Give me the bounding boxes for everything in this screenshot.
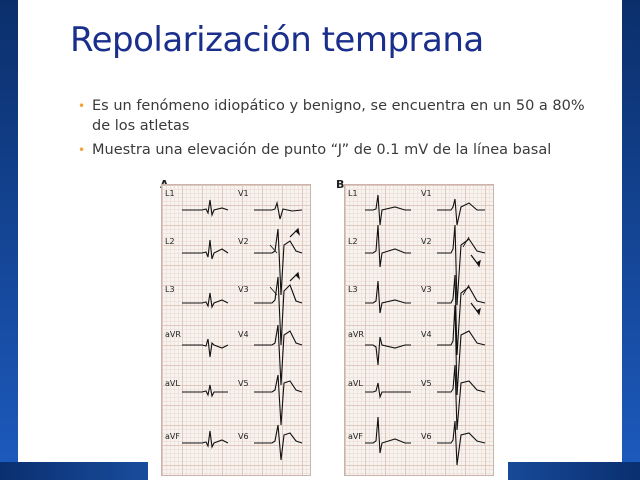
- ecg-panel-b: [344, 184, 494, 476]
- trace-aVL: [365, 383, 411, 397]
- thin-arrow-icon: [463, 285, 469, 295]
- trace-aVF: [182, 431, 228, 447]
- lead-label: V4: [238, 330, 249, 339]
- lead-label: V1: [238, 189, 249, 198]
- trace-L1: [365, 195, 411, 225]
- arrowhead-icon: [477, 261, 480, 266]
- trace-V1: [437, 199, 485, 225]
- trace-aVR: [365, 337, 411, 365]
- lead-label: L2: [348, 237, 358, 246]
- ecg-panel-a: [161, 184, 311, 476]
- j-point-arrow-icon: [471, 255, 477, 263]
- lead-label: V6: [238, 432, 249, 441]
- lead-label: L1: [348, 189, 358, 198]
- bullet-item: [78, 96, 598, 136]
- lead-label: aVF: [165, 432, 180, 441]
- bullet-text: Muestra una elevación de punto “J” de 0.1 mV de la línea basal: [92, 142, 552, 158]
- trace-aVL: [182, 385, 228, 396]
- lead-label: L3: [165, 285, 175, 294]
- bullet-dot-icon: •: [78, 143, 86, 157]
- arrowhead-icon: [296, 273, 299, 278]
- lead-label: aVL: [348, 379, 363, 388]
- lead-label: V6: [421, 432, 432, 441]
- thin-arrow-icon: [463, 237, 469, 247]
- j-point-arrow-icon: [290, 275, 296, 281]
- bullet-dot-icon: •: [78, 99, 86, 113]
- left-frame-bar: [0, 0, 18, 480]
- arrowhead-icon: [296, 229, 299, 234]
- trace-V4: [437, 305, 485, 395]
- lead-label: V2: [238, 237, 249, 246]
- panel-b-letter: B: [336, 178, 345, 191]
- lead-label: V5: [421, 379, 432, 388]
- lead-label: aVR: [165, 330, 181, 339]
- lead-label: V3: [238, 285, 249, 294]
- trace-aVF: [365, 417, 411, 453]
- ecg-traces-b: [345, 185, 493, 475]
- trace-L1: [182, 200, 228, 215]
- j-point-arrow-icon: [290, 231, 296, 237]
- lead-label: L1: [165, 189, 175, 198]
- slide-title: Repolarización temprana: [70, 20, 484, 60]
- lead-label: V1: [421, 189, 432, 198]
- lead-label: V5: [238, 379, 249, 388]
- trace-L3: [365, 281, 411, 313]
- trace-L2: [365, 225, 411, 267]
- arrowhead-icon: [477, 309, 480, 314]
- trace-aVR: [182, 339, 228, 357]
- bullet-item: [78, 140, 598, 160]
- lead-label: aVL: [165, 379, 180, 388]
- lead-label: V4: [421, 330, 432, 339]
- lead-label: V3: [421, 285, 432, 294]
- trace-V5: [437, 365, 485, 430]
- lead-label: L3: [348, 285, 358, 294]
- trace-V6: [254, 425, 302, 460]
- lead-label: L2: [165, 237, 175, 246]
- trace-V5: [254, 375, 302, 425]
- trace-V6: [437, 421, 485, 465]
- bullet-list: [78, 96, 598, 164]
- ecg-figure: [148, 178, 508, 480]
- lead-label: aVR: [348, 330, 364, 339]
- lead-label: V2: [421, 237, 432, 246]
- trace-L3: [182, 293, 228, 307]
- right-frame-bar: [622, 0, 640, 480]
- ecg-traces-a: [162, 185, 310, 475]
- trace-V1: [254, 203, 302, 219]
- j-point-arrow-icon: [471, 303, 477, 311]
- bullet-text: Es un fenómeno idiopático y benigno, se encuentra en un 50 a 80% de los atletas: [92, 98, 585, 134]
- trace-L2: [182, 240, 228, 259]
- lead-label: aVF: [348, 432, 363, 441]
